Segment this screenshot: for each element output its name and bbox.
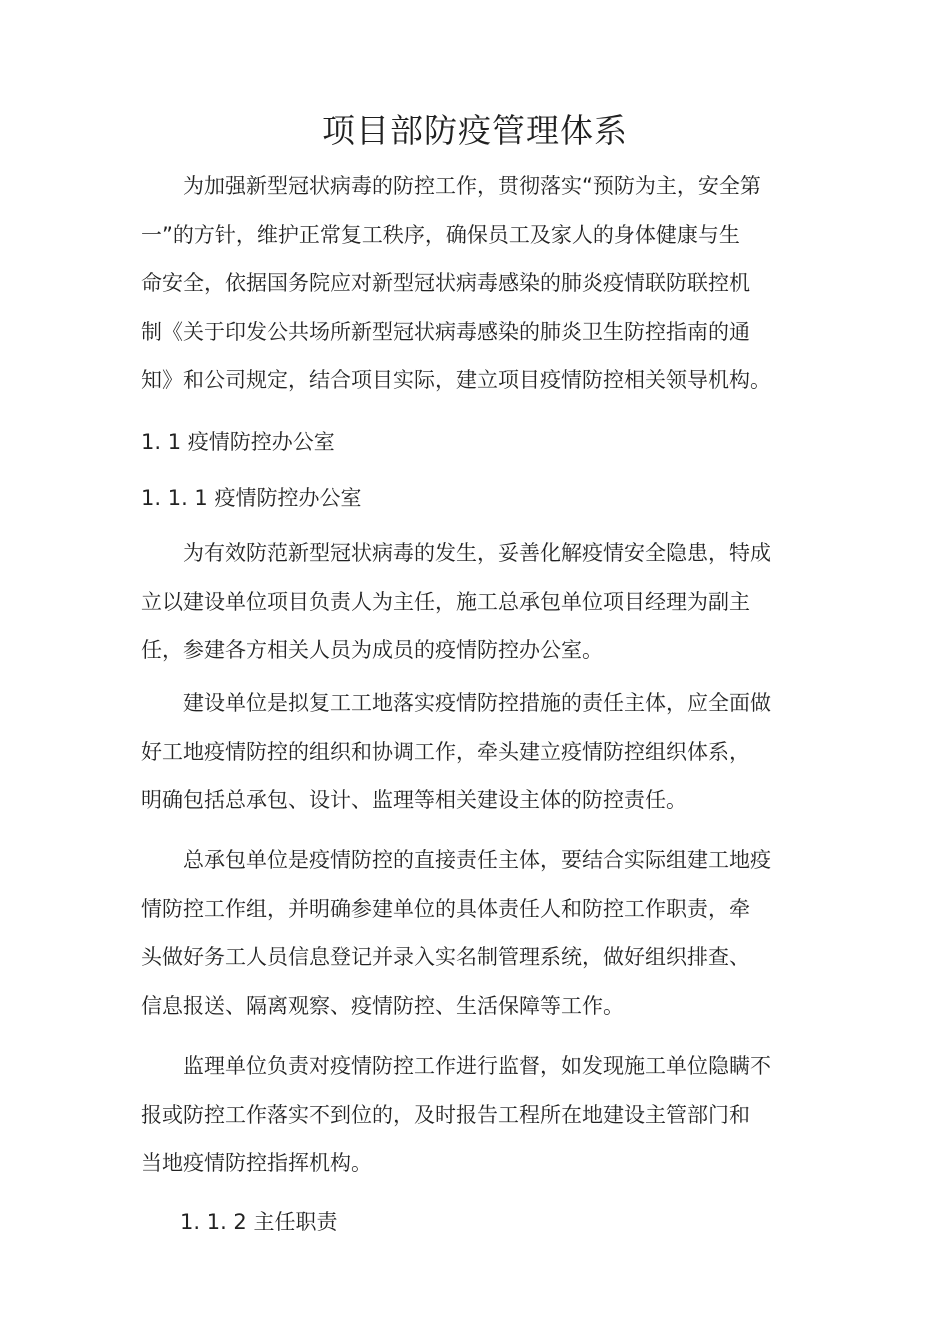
paragraph-line: 报或防控工作落实不到位的，及时报告工程所在地建设主管部门和 <box>141 1102 750 1127</box>
paragraph-line: 建设单位是拟复工工地落实疫情防控措施的责任主体，应全面做 <box>183 691 771 715</box>
section-heading-1-1-2: 1. 1. 2 主任职责 <box>180 1210 338 1234</box>
paragraph-line: 立以建设单位项目负责人为主任，施工总承包单位项目经理为副主 <box>141 589 750 614</box>
paragraph-line: 命安全，依据国务院应对新型冠状病毒感染的肺炎疫情联防联控机 <box>141 271 750 296</box>
paragraph-line: 总承包单位是疫情防控的直接责任主体，要结合实际组建工地疫 <box>183 848 771 872</box>
owner-paragraph <box>141 679 809 825</box>
document-title: 项目部防疫管理体系 <box>322 111 628 150</box>
intro-paragraph <box>141 162 809 405</box>
paragraph-line: 为加强新型冠状病毒的防控工作，贯彻落实“预防为主，安全第 <box>183 174 761 198</box>
supervisor-paragraph <box>141 1042 809 1188</box>
office-paragraph <box>141 529 809 675</box>
paragraph-line: 一”的方针，维护正常复工秩序，确保员工及家人的身体健康与生 <box>141 222 740 247</box>
paragraph-line: 知》和公司规定，结合项目实际，建立项目疫情防控相关领导机构。 <box>141 368 771 393</box>
paragraph-line: 制《关于印发公共场所新型冠状病毒感染的肺炎卫生防控指南的通 <box>141 319 750 344</box>
paragraph-line: 明确包括总承包、设计、监理等相关建设主体的防控责任。 <box>141 788 687 813</box>
paragraph-line: 任，参建各方相关人员为成员的疫情防控办公室。 <box>141 638 603 663</box>
paragraph-line: 当地疫情防控指挥机构。 <box>141 1151 372 1176</box>
contractor-paragraph <box>141 836 809 1030</box>
section-heading-1-1: 1. 1 疫情防控办公室 <box>141 430 335 454</box>
section-heading-1-1-1: 1. 1. 1 疫情防控办公室 <box>141 486 362 510</box>
paragraph-line: 头做好务工人员信息登记并录入实名制管理系统，做好组织排查、 <box>141 945 750 970</box>
paragraph-line: 好工地疫情防控的组织和协调工作，牵头建立疫情防控组织体系， <box>141 739 750 764</box>
paragraph-line: 情防控工作组，并明确参建单位的具体责任人和防控工作职责，牵 <box>141 896 750 921</box>
paragraph-line: 为有效防范新型冠状病毒的发生，妥善化解疫情安全隐患，特成 <box>183 541 771 565</box>
paragraph-line: 监理单位负责对疫情防控工作进行监督，如发现施工单位隐瞒不 <box>183 1054 771 1078</box>
paragraph-line: 信息报送、隔离观察、疫情防控、生活保障等工作。 <box>141 993 624 1018</box>
